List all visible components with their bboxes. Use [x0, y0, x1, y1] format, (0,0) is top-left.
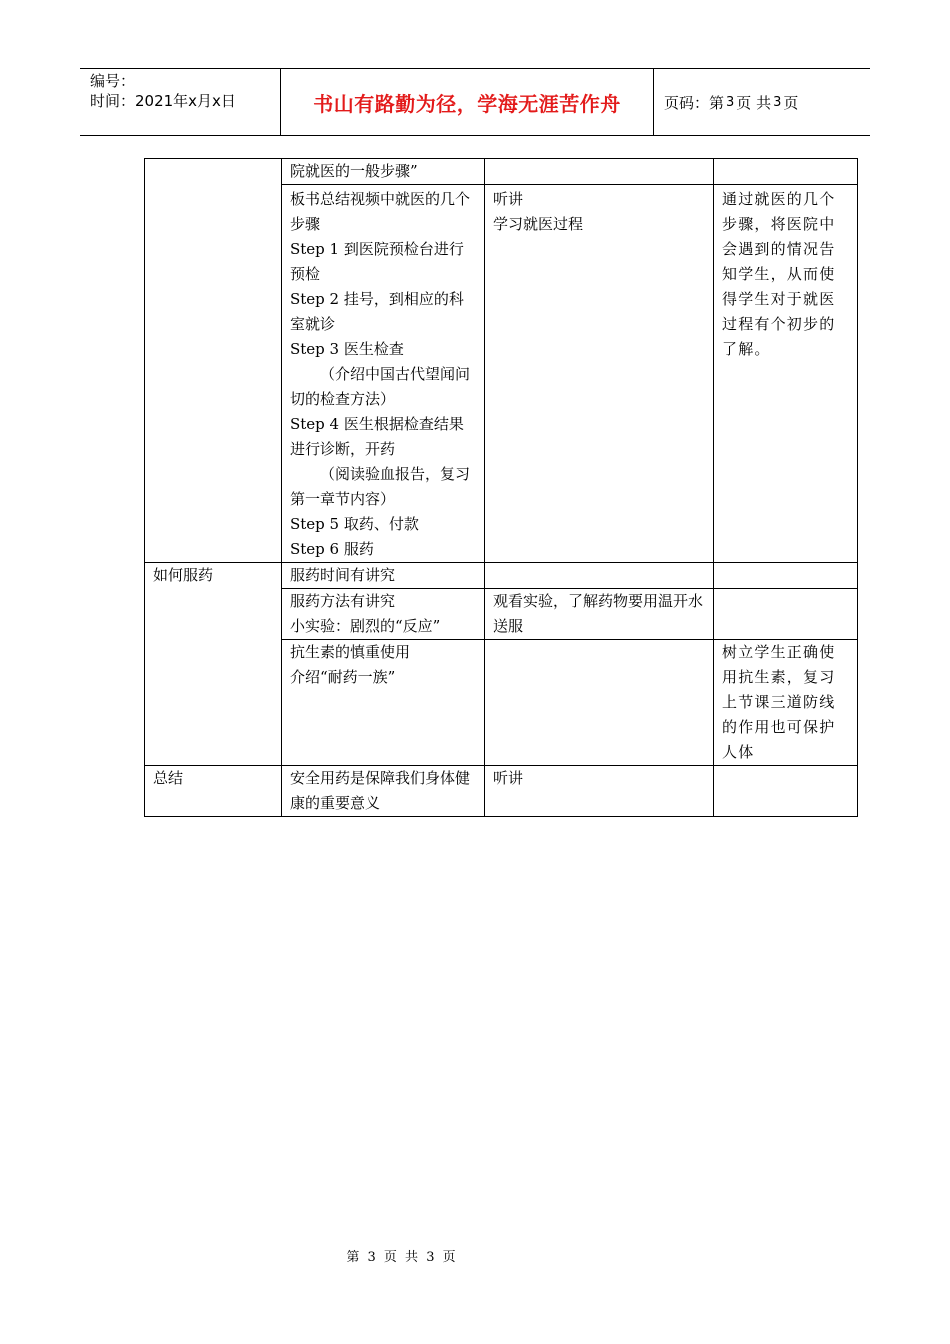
content-line: 抗生素的慎重使用	[290, 643, 411, 661]
step-line: Step 2 挂号，到相应的科室就诊	[290, 290, 464, 333]
table-cell	[145, 159, 282, 563]
table-cell: 通过就医的几个步骤，将医院中会遇到的情况告知学生，从而使得学生对于就医过程有个初步的了解。	[714, 185, 858, 563]
table-cell-section: 总结	[145, 766, 282, 817]
table-cell	[485, 159, 714, 185]
content-line: 介绍“耐药一族”	[290, 668, 396, 686]
table-cell-section: 如何服药	[145, 563, 282, 766]
table-cell: 观看实验，了解药物要用温开水送服	[485, 589, 714, 640]
table-cell: 服药时间有讲究	[282, 563, 485, 589]
table-cell: 树立学生正确使用抗生素，复习上节课三道防线的作用也可保护人体	[714, 640, 858, 766]
step-line: 板书总结视频中就医的几个步骤	[290, 190, 471, 233]
step-line: Step 6 服药	[290, 540, 374, 558]
step-line: Step 3 医生检查	[290, 340, 404, 358]
table-cell	[485, 185, 714, 563]
page-mid: 页 共	[736, 93, 772, 112]
page-footer: 第 3 页 共 3 页	[346, 1250, 458, 1265]
table-cell: 安全用药是保障我们身体健康的重要意义	[282, 766, 485, 817]
header-page-number	[654, 69, 870, 135]
page-prefix: 页码：第	[664, 93, 725, 112]
table-cell-steps	[282, 185, 485, 563]
content-line: 服药方法有讲究	[290, 592, 396, 610]
activity-line: 学习就医过程	[493, 215, 584, 233]
table-cell	[282, 589, 485, 640]
step-line: Step 5 取药、付款	[290, 515, 419, 533]
table-cell	[485, 563, 714, 589]
page-suffix: 页	[783, 93, 799, 112]
table-row	[145, 563, 858, 589]
table-cell: 听讲	[485, 766, 714, 817]
content-line: 小实验：剧烈的“反应”	[290, 617, 441, 635]
step-line: （阅读验血报告，复习第一章节内容）	[290, 465, 471, 508]
header-motto: 书山有路勤为径，学海无涯苦作舟	[281, 69, 654, 135]
step-line: （介绍中国古代望闻问切的检查方法）	[290, 365, 471, 408]
table-cell	[714, 589, 858, 640]
table-row	[145, 159, 858, 185]
table-cell	[714, 159, 858, 185]
table-cell	[485, 640, 714, 766]
activity-line: 听讲	[493, 190, 524, 208]
lesson-plan-table	[144, 158, 858, 817]
table-cell: 院就医的一般步骤”	[282, 159, 485, 185]
table-cell	[714, 563, 858, 589]
table-cell	[282, 640, 485, 766]
step-line: Step 4 医生根据检查结果进行诊断，开药	[290, 415, 464, 458]
table-row	[145, 766, 858, 817]
page-header	[80, 68, 870, 136]
page-current: 3	[726, 94, 735, 110]
table-cell	[714, 766, 858, 817]
doc-number-label: 编号：	[90, 72, 136, 90]
doc-time-label: 时间：2021年x月x日	[90, 92, 236, 110]
step-line: Step 1 到医院预检台进行预检	[290, 240, 464, 283]
page-total: 3	[773, 94, 782, 110]
header-meta	[80, 69, 281, 135]
